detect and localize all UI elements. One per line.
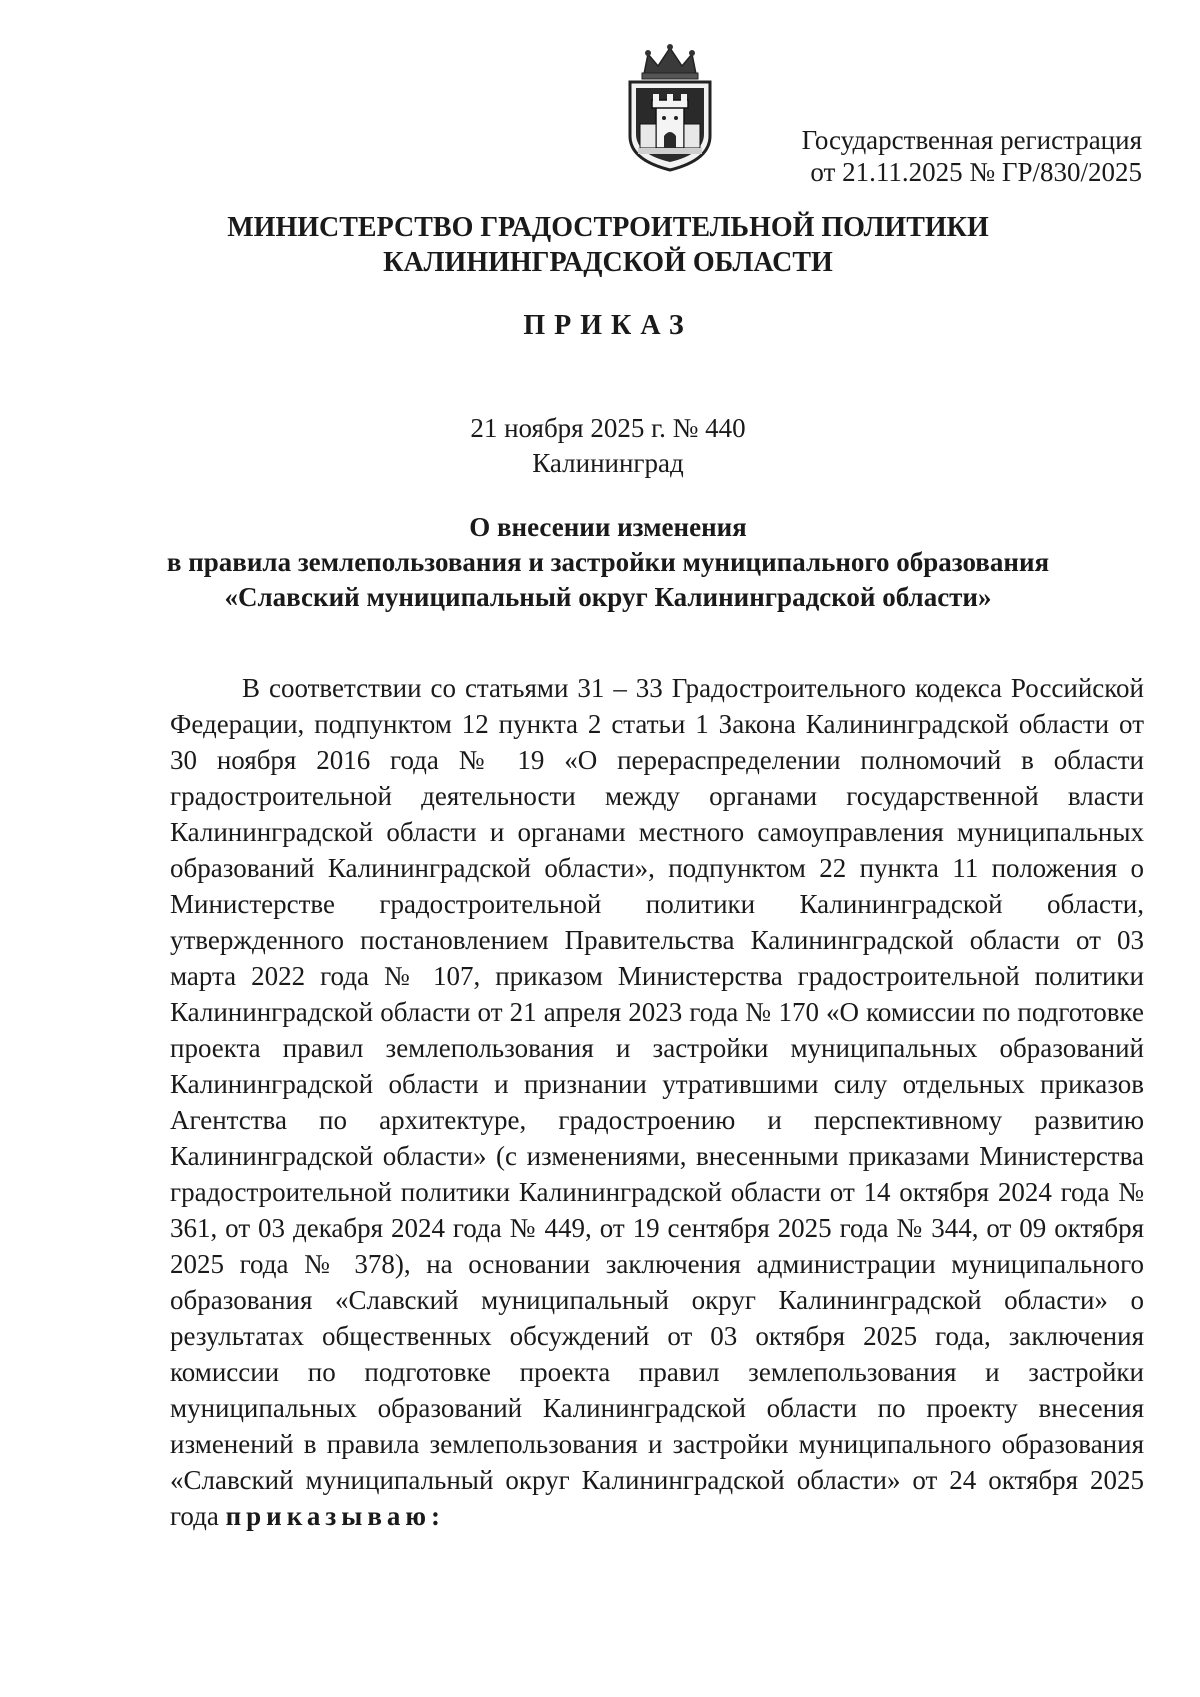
preamble-paragraph	[170, 670, 1144, 1534]
order-subject	[0, 510, 1200, 615]
order-city: Калининград	[532, 448, 684, 478]
ministry-heading	[0, 210, 1200, 280]
decree-word: приказываю:	[225, 1501, 446, 1531]
subject-line-2: в правила землепользования и застройки муниципального образования	[166, 547, 1050, 577]
subject-line-3: «Славский муниципальный округ Калининградской области»	[224, 582, 992, 612]
order-meta	[0, 411, 1200, 481]
preamble-text: В соответствии со статьями 31 – 33 Градостроительного кодекса Российской Федерации, подпунктом 12 пункта 2 статьи 1 Закона Калининградской области от 30 ноября 2016 года № 19 «О перераспределении полномочий в области градостроительной деятельности между органами государственной власти Калининградской области и органами местного самоуправления муниципальных образований Калининградской области», подпунктом 22 пункта 11 положения о Министерстве градостроительной политики Калининградской области, утвержденного постановлением Правительства Калининградской области от 03 марта 2022 года № 107, приказом Министерства градостроительной политики Калининградской области от 21 апреля 2023 года № 170 «О комиссии по подготовке проекта правил землепользования и застройки муниципальных образований Калининградской области и признании утратившими силу отдельных приказов Агентства по архитектуре, градостроению и перспективному развитию Калининградской области» (с изменениями, внесенными приказами Министерства градостроительной политики Калининградской области от 14 октября 2024 года № 361, от 03 декабря 2024 года № 449, от 19 сентября 2025 года № 344, от 09 октября 2025 года № 378), на основании заключения администрации муниципального образования «Славский муниципальный округ Калининградской области» о результатах общественных обсуждений от 03 октября 2025 года, заключения комиссии по подготовке проекта правил землепользования и застройки муниципальных образований Калининградской области по проекту внесения изменений в правила землепользования и застройки муниципального образования «Славский муниципальный округ Калининградской области» от 24 октября 2025 года	[170, 673, 1144, 1531]
ministry-line-1: МИНИСТЕРСТВО ГРАДОСТРОИТЕЛЬНОЙ ПОЛИТИКИ	[227, 212, 989, 243]
ministry-line-2: КАЛИНИНГРАДСКОЙ ОБЛАСТИ	[383, 247, 833, 278]
order-date-number: 21 ноября 2025 г. № 440	[470, 413, 746, 443]
registration-number: от 21.11.2025 № ГР/830/2025	[810, 157, 1142, 187]
registration-block	[802, 124, 1142, 188]
subject-line-1: О внесении изменения	[469, 512, 747, 542]
registration-label: Государственная регистрация	[801, 125, 1142, 155]
coat-of-arms-icon	[622, 44, 718, 172]
document-type-title: ПРИКАЗ	[523, 310, 693, 341]
